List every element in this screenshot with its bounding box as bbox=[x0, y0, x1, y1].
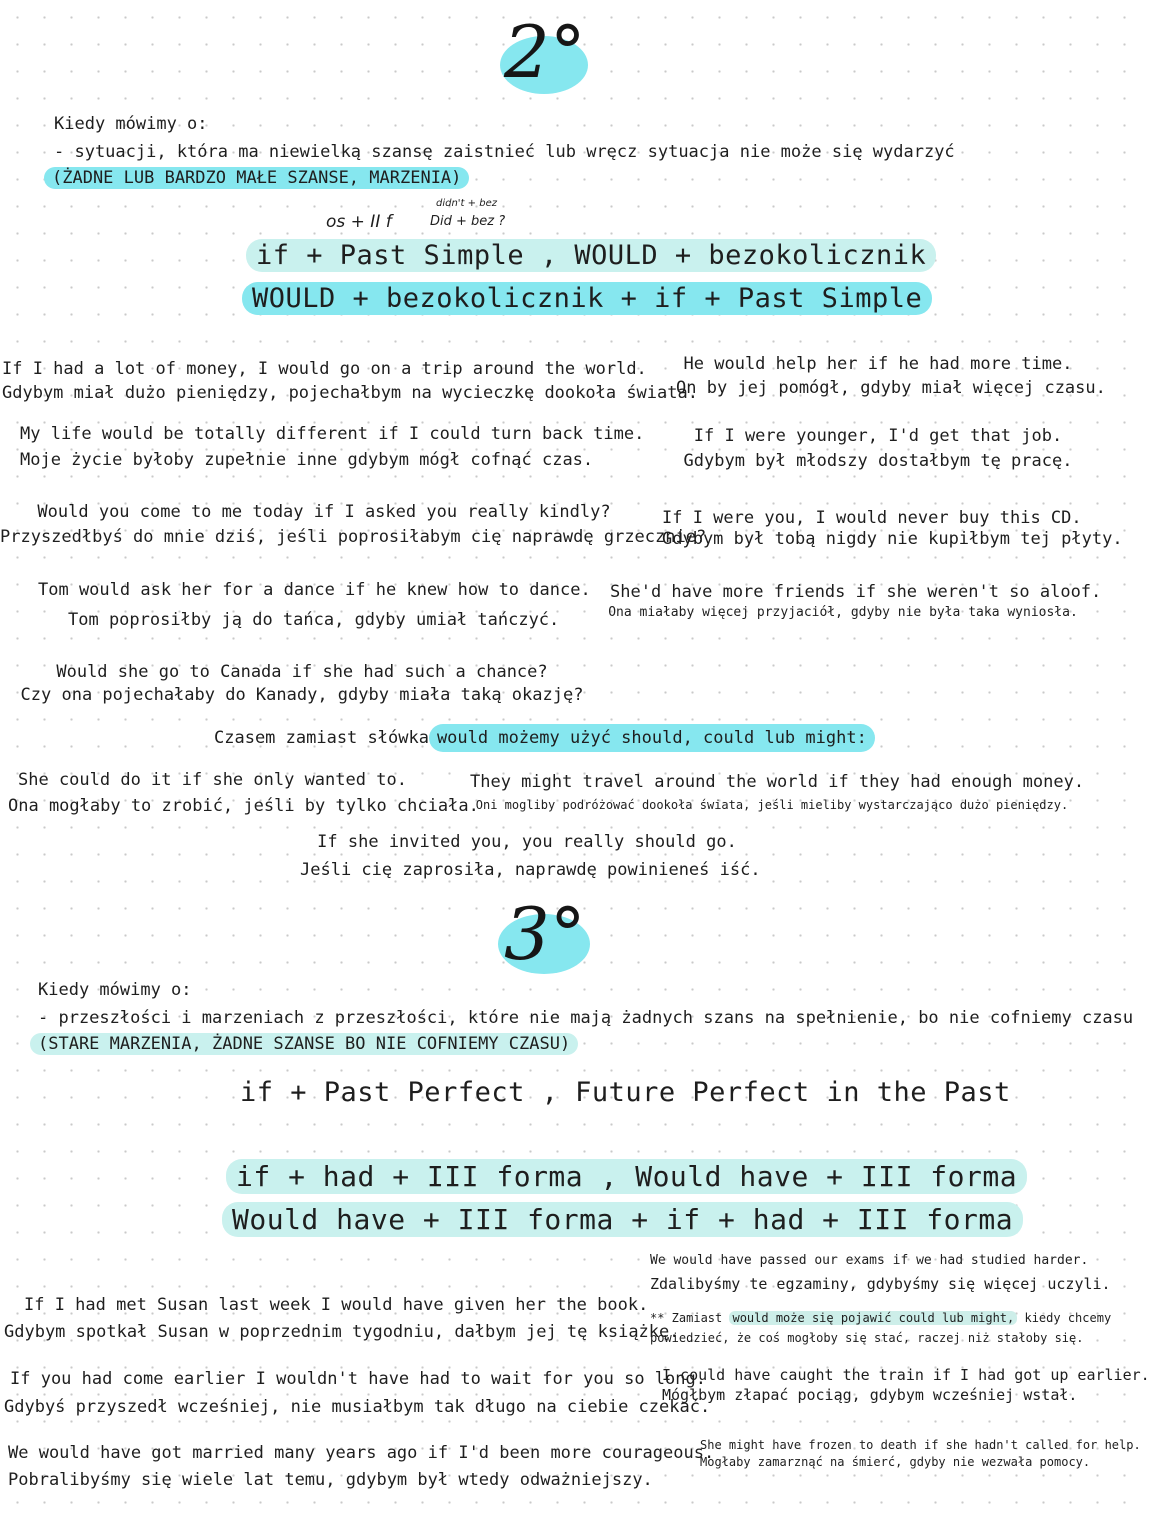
formula-would-have: Would have + III forma + if + had + III forma bbox=[222, 1203, 1023, 1236]
example-en: If I were younger, I'd get that job. bbox=[693, 426, 1063, 446]
section3-note: (STARE MARZENIA, ŻADNE SZANSE BO NIE COFNIEMY CZASU) bbox=[30, 1034, 578, 1054]
section2-description: - sytuacji, która ma niewielką szansę zaistnieć lub wręcz sytuacja nie może się wydarzyć bbox=[54, 142, 955, 162]
example-en: She'd have more friends if she weren't so aloof. bbox=[610, 582, 1102, 602]
example-en: We would have got married many years ago if I'd been more courageous. bbox=[8, 1443, 715, 1463]
handwritten-note: os + II f bbox=[326, 212, 392, 232]
example-pl: Gdybym był młodszy dostałbym tę pracę. bbox=[683, 451, 1073, 471]
example-en: If I had met Susan last week I would have given her the book. bbox=[24, 1295, 649, 1315]
example-en: I could have caught the train if I had got up earlier. bbox=[662, 1366, 1150, 1384]
example-pl: On by jej pomógł, gdyby miał więcej czasu. bbox=[676, 378, 1106, 398]
section3-description: - przeszłości i marzeniach z przeszłości, które nie mają żadnych szans na spełnienie, bo nie cofniemy czasu bbox=[38, 1008, 1134, 1028]
section2-intro: Kiedy mówimy o: bbox=[54, 114, 208, 134]
example-en: If I had a lot of money, I would go on a trip around the world. bbox=[2, 359, 647, 379]
example-en: If you had come earlier I wouldn't have had to wait for you so long. bbox=[10, 1369, 706, 1389]
section-number-3: 3° bbox=[504, 892, 586, 976]
example-pl: Gdybym miał dużo pieniędzy, pojechałbym na wycieczkę dookoła świata. bbox=[2, 383, 698, 403]
example-en: My life would be totally different if I could turn back time. bbox=[20, 424, 645, 444]
formula-if-had: if + had + III forma , Would have + III forma bbox=[226, 1160, 1027, 1193]
example-pl: Czy ona pojechałaby do Kanady, gdyby miała taką okazję? bbox=[20, 685, 584, 705]
example-pl: Przyszedłbyś do mnie dziś, jeśli poprosiłabym cię naprawdę grzecznie? bbox=[0, 527, 707, 547]
modal-example-pl: Ona mogłaby to zrobić, jeśli by tylko chciała. bbox=[8, 796, 479, 816]
example-en: Would she go to Canada if she had such a chance? bbox=[56, 662, 548, 682]
modal-example-pl: Jeśli cię zaprosiła, naprawdę powinieneś iść. bbox=[300, 860, 761, 880]
formula-if-first: if + Past Simple , WOULD + bezokolicznik bbox=[246, 240, 936, 271]
example-pl: Gdybym był tobą nigdy nie kupiłbym tej płyty. bbox=[662, 529, 1123, 549]
example-en: She might have frozen to death if she hadn't called for help. bbox=[700, 1438, 1141, 1452]
example-pl: Ona miałaby więcej przyjaciół, gdyby nie była taka wyniosła. bbox=[608, 605, 1078, 620]
modal-note-2-continued: powiedzieć, że coś mogłoby się stać, raczej niż stałoby się. bbox=[650, 1331, 1084, 1345]
example-en: He would help her if he had more time. bbox=[683, 354, 1073, 374]
example-en: If I were you, I would never buy this CD. bbox=[662, 508, 1082, 528]
example-en: Would you come to me today if I asked you really kindly? bbox=[37, 502, 611, 522]
example-pl: Pobralibyśmy się wiele lat temu, gdybym był wtedy odważniejszy. bbox=[8, 1470, 653, 1490]
example-en: Tom would ask her for a dance if he knew how to dance. bbox=[38, 580, 591, 600]
example-pl: Zdalibyśmy te egzaminy, gdybyśmy się więcej uczyli. bbox=[650, 1275, 1111, 1293]
formula-past-perfect: if + Past Perfect , Future Perfect in the Past bbox=[240, 1077, 1011, 1108]
section-number-2: 2° bbox=[504, 10, 586, 94]
handwritten-note-bottom: Did + bez ? bbox=[430, 214, 506, 229]
example-pl: Moje życie byłoby zupełnie inne gdybym mógł cofnąć czas. bbox=[20, 450, 594, 470]
example-en: We would have passed our exams if we had studied harder. bbox=[650, 1253, 1089, 1268]
example-pl: Mógłbym złapać pociąg, gdybym wcześniej wstał. bbox=[662, 1386, 1078, 1404]
modal-note-2: ** Zamiast would może się pojawić could lub might, kiedy chcemy bbox=[650, 1311, 1112, 1325]
modal-example-en: They might travel around the world if they had enough money. bbox=[470, 772, 1085, 792]
modal-example-en: She could do it if she only wanted to. bbox=[18, 770, 407, 790]
handwritten-note-top: didn't + bez bbox=[436, 198, 497, 209]
example-pl: Gdybyś przyszedł wcześniej, nie musiałbym tak długo na ciebie czekać. bbox=[4, 1397, 711, 1417]
formula-would-first: WOULD + bezokolicznik + if + Past Simple bbox=[242, 283, 932, 314]
section2-note: (ŻADNE LUB BARDZO MAŁE SZANSE, MARZENIA) bbox=[44, 168, 469, 188]
modal-example-en: If she invited you, you really should go. bbox=[317, 832, 737, 852]
modal-note: Czasem zamiast słówka would możemy użyć should, could lub might: bbox=[214, 728, 875, 748]
example-pl: Tom poprosiłby ją do tańca, gdyby umiał tańczyć. bbox=[68, 610, 560, 630]
modal-example-pl: Oni mogliby podróżować dookoła świata, jeśli mieliby wystarczająco dużo pieniędzy. bbox=[475, 798, 1069, 812]
section3-intro: Kiedy mówimy o: bbox=[38, 980, 192, 1000]
example-pl: Gdybym spotkał Susan w poprzednim tygodniu, dałbym jej tę książkę. bbox=[4, 1322, 680, 1342]
example-pl: Mogłaby zamarznąć na śmierć, gdyby nie wezwała pomocy. bbox=[700, 1455, 1091, 1469]
